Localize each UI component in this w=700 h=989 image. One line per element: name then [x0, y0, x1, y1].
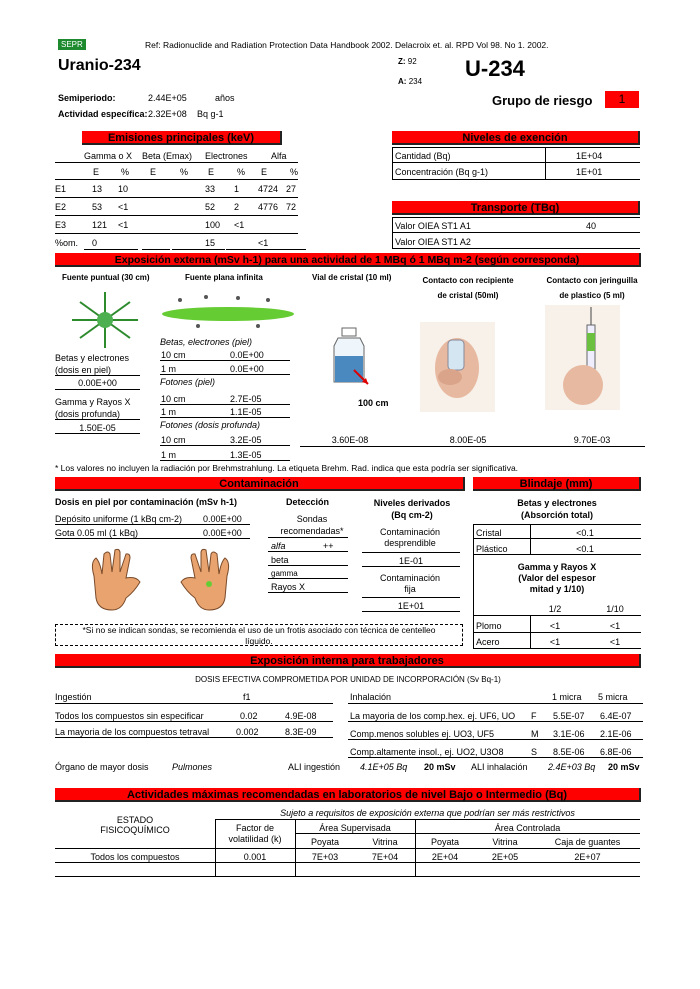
- gamma-value: 1.50E-05: [79, 423, 116, 433]
- container-value: 8.00E-05: [449, 435, 487, 445]
- transporte-title-bar: Transporte (TBq): [392, 201, 640, 215]
- ing-row-value: 8.3E-09: [285, 727, 317, 737]
- plane-fotd-value: 1.3E-05: [230, 450, 262, 460]
- brehm-note: * Los valores no incluyen la radiación por Brehmstrahlung. La etiqueta Brehm. Rad. indica que esta podría ser significativa.: [55, 463, 519, 473]
- emission-cell: 10: [118, 184, 129, 194]
- emisiones-title-bar: Emisiones principales (keV): [82, 131, 282, 145]
- col-group-gamma: Gamma o X: [84, 151, 133, 161]
- sepr-badge: SEPR: [58, 39, 86, 50]
- det-row-label: beta: [271, 555, 289, 565]
- inh-row-v5: 6.4E-07: [600, 711, 632, 721]
- plane-betas-dist: 10 cm: [161, 350, 186, 360]
- col-vitrina-c: Vitrina: [492, 837, 518, 847]
- vial-distance: 100 cm: [358, 398, 389, 408]
- micra1-label: 1 micra: [552, 692, 582, 702]
- inh-row-label: La mayoria de los comp.hex. ej. UF6, UO: [350, 711, 516, 721]
- emission-cell: <1: [258, 238, 269, 248]
- emission-row-label: E2: [55, 202, 67, 212]
- subcol: E: [208, 167, 215, 177]
- emission-cell: 27: [286, 184, 297, 194]
- dose-row-label: Depósito uniforme (1 kBq cm-2): [55, 514, 183, 524]
- col-group-electrones: Electrones: [205, 151, 248, 161]
- risk-group-label: Grupo de riesgo: [492, 93, 593, 108]
- inhalation-label: Inhalación: [350, 692, 392, 702]
- emission-cell: 15: [205, 238, 216, 248]
- det-row-value: ++: [323, 541, 334, 551]
- nuclide-symbol: U-234: [465, 56, 525, 81]
- subcol: E: [93, 167, 100, 177]
- col-poyata-s: Poyata: [310, 837, 340, 847]
- supervisada-header: Área Supervisada: [319, 823, 391, 833]
- blindaje-gamma-label: Plomo: [476, 621, 502, 631]
- specific-activity-label: Actividad específica:: [58, 109, 148, 119]
- blindaje-gamma-v2: <1: [609, 637, 621, 647]
- factor-header: Factor de volatilidad (k): [228, 823, 282, 844]
- det-row-label: gamma: [271, 569, 298, 578]
- externa-title-bar: Exposición externa (mSv h-1) para una actividad de 1 MBq ó 1 MBq m-2 (según corresponda): [55, 253, 641, 267]
- col-container: Contacto con recipiente de cristal (50ml): [422, 276, 514, 300]
- derived-label-1: Contaminación desprendible: [379, 527, 441, 548]
- nuclide-name: Uranio-234: [58, 57, 141, 74]
- plane-betas-value: 0.0E+00: [230, 350, 264, 360]
- emission-cell: 100: [205, 220, 221, 230]
- emission-row-label: %om.: [55, 238, 79, 248]
- emission-row-label: E1: [55, 184, 67, 194]
- contaminacion-title-bar: Contaminación: [55, 477, 465, 491]
- plane-fotd-value: 3.2E-05: [230, 435, 262, 445]
- half-life-unit: años: [215, 93, 235, 103]
- inh-row-type: F: [531, 711, 537, 721]
- derived-title: Niveles derivados (Bq cm-2): [373, 498, 451, 520]
- emission-cell: 72: [286, 202, 297, 212]
- emission-cell: 33: [205, 184, 216, 194]
- betas-value: 0.00E+00: [78, 378, 117, 388]
- actividades-subtitle: Sujeto a requisitos de exposición externa que podrían ser más restrictivos: [280, 808, 575, 818]
- exencion-row-label: Cantidad (Bq): [395, 151, 451, 161]
- exencion-row-value: 1E+04: [576, 151, 603, 161]
- transporte-row-value: 40: [586, 221, 597, 231]
- plane-fotd-dist: 1 m: [161, 450, 177, 460]
- actividades-row-k: 0.001: [243, 852, 267, 862]
- inh-row-v5: 6.8E-06: [600, 747, 632, 757]
- syringe-value: 9.70E-03: [573, 435, 611, 445]
- plane-betas-value: 0.0E+00: [230, 364, 264, 374]
- blindaje-gamma-title: Gamma y Rayos X (Valor del espesor mitad y 1/10): [517, 562, 597, 594]
- ali-ing-dose: 20 mSv: [424, 762, 456, 772]
- a-label: A: 234: [398, 77, 423, 86]
- plane-fot-value: 1.1E-05: [230, 407, 262, 417]
- derived-value-2: 1E+01: [397, 601, 425, 611]
- ali-inh-dose: 20 mSv: [608, 762, 640, 772]
- actividades-row-v: 2E+05: [491, 852, 519, 862]
- col-syringe: Contacto con jeringuilla de plastico (5 ml): [546, 276, 638, 300]
- ali-inh-value: 2.4E+03 Bq: [548, 762, 596, 772]
- emission-cell: 121: [92, 220, 108, 230]
- blindaje-title-bar: Blindaje (mm): [473, 477, 641, 491]
- plane-fotd-dist: 10 cm: [161, 435, 186, 445]
- subcol: E: [150, 167, 157, 177]
- hand-uniform-icon: [84, 548, 144, 613]
- exencion-row-label: Concentración (Bq g-1): [395, 167, 489, 177]
- ali-ing-label: ALI ingestión: [288, 762, 341, 772]
- blindaje-gamma-v2: <1: [609, 621, 621, 631]
- plane-betas-title: Betas, electrones (piel): [160, 337, 253, 347]
- half-life-value: 2.44E+05: [148, 93, 187, 103]
- emission-cell: 0: [92, 238, 98, 248]
- inh-row-type: M: [531, 729, 539, 739]
- blindaje-col-half: 1/2: [548, 604, 562, 614]
- subcol: %: [121, 167, 130, 177]
- actividades-row-label: Todos los compuestos: [90, 852, 180, 862]
- col-vitrina-s: Vitrina: [372, 837, 398, 847]
- controlada-header: Área Controlada: [494, 823, 561, 833]
- interna-title-bar: Exposición interna para trabajadores: [55, 654, 641, 668]
- inh-row-v1: 5.5E-07: [553, 711, 585, 721]
- detection-subtitle: Sondas recomendadas*: [280, 514, 344, 536]
- blindaje-beta-value: <0.1: [576, 528, 594, 538]
- blindaje-beta-value: <0.1: [576, 544, 594, 554]
- emission-cell: <1: [118, 220, 129, 230]
- derived-value-1: 1E-01: [398, 556, 424, 566]
- col-group-beta: Beta (Emax): [142, 151, 193, 161]
- organ-value: Pulmones: [172, 762, 213, 772]
- micra5-label: 5 micra: [598, 692, 628, 702]
- dose-title: Dosis en piel por contaminación (mSv h-1): [55, 497, 238, 507]
- blindaje-gamma-v1: <1: [549, 637, 561, 647]
- plane-fotd-title: Fotones (dosis profunda): [160, 420, 261, 430]
- actividades-title-bar: Actividades máximas recomendadas en laboratorios de nivel Bajo o Intermedio (Bq): [55, 788, 641, 802]
- ing-row-value: 4.9E-08: [285, 711, 317, 721]
- subcol: %: [180, 167, 189, 177]
- specific-activity-unit: Bq g-1: [197, 109, 224, 119]
- inh-row-v1: 3.1E-06: [553, 729, 585, 739]
- ing-row-label: La mayoria de los compuestos tetraval: [55, 727, 210, 737]
- col-point-source: Fuente puntual (30 cm): [62, 273, 150, 282]
- emission-cell: <1: [234, 220, 245, 230]
- z-label: Z: 92: [398, 57, 417, 66]
- emission-cell: 52: [205, 202, 216, 212]
- actividades-row-v: 2E+07: [574, 852, 601, 862]
- dose-row-label: Gota 0.05 ml (1 kBq): [55, 528, 139, 538]
- f1-label: f1: [243, 692, 251, 702]
- blindaje-beta-label: Cristal: [476, 528, 502, 538]
- col-poyata-c: Poyata: [430, 837, 460, 847]
- plane-betas-dist: 1 m: [161, 364, 177, 374]
- emission-row-label: E3: [55, 220, 67, 230]
- betas-label: Betas y electrones (dosis en piel): [55, 353, 130, 375]
- inh-row-type: S: [531, 747, 538, 757]
- subcol: E: [261, 167, 268, 177]
- transporte-row-label: Valor OIEA ST1 A1: [395, 221, 471, 231]
- ali-ing-value: 4.1E+05 Bq: [360, 762, 408, 772]
- container-hand-icon: [420, 322, 495, 412]
- det-row-label: alfa: [271, 541, 286, 551]
- reference-text: Ref: Radionuclide and Radiation Protection Data Handbook 2002. Delacroix et. al. RPD Vol 98. No 1. 2002.: [145, 40, 549, 50]
- ing-row-label: Todos los compuestos sin especificar: [55, 711, 204, 721]
- dose-row-value: 0.00E+00: [203, 528, 242, 538]
- point-source-icon: [60, 290, 150, 350]
- ali-inh-label: ALI inhalación: [471, 762, 528, 772]
- exencion-row-value: 1E+01: [576, 167, 603, 177]
- exencion-title-bar: Niveles de exención: [392, 131, 640, 145]
- detection-title: Detección: [286, 497, 330, 507]
- estado-header: ESTADO FISICOQUÍMICO: [100, 815, 170, 835]
- emission-cell: <1: [118, 202, 129, 212]
- inh-row-label: Comp.altamente insol., ej. UO2, U3O8: [350, 747, 504, 757]
- emission-cell: 13: [92, 184, 103, 194]
- vial-icon: [326, 326, 376, 386]
- half-life-label: Semiperiodo:: [58, 93, 116, 103]
- derived-label-2: Contaminación fija: [379, 573, 441, 594]
- actividades-row-v: 2E+04: [431, 852, 459, 862]
- plane-fot-dist: 1 m: [161, 407, 177, 417]
- ingestion-label: Ingestión: [55, 692, 92, 702]
- inh-row-label: Comp.menos solubles ej. UO3, UF5: [350, 729, 495, 739]
- subcol: %: [237, 167, 246, 177]
- col-caja: Caja de guantes: [554, 837, 621, 847]
- risk-group-value: 1: [605, 91, 639, 108]
- transporte-row-label: Valor OIEA ST1 A2: [395, 237, 471, 247]
- subcol: %: [290, 167, 299, 177]
- emission-cell: 4724: [258, 184, 279, 194]
- interna-subtitle: DOSIS EFECTIVA COMPROMETIDA POR UNIDAD DE INCORPORACIÓN (Sv Bq-1): [195, 675, 501, 684]
- emission-cell: 4776: [258, 202, 279, 212]
- blindaje-beta-label: Plástico: [476, 544, 508, 554]
- emission-cell: 53: [92, 202, 103, 212]
- detection-note: *Si no se indican sondas, se recomienda el uso de un frotis asociado con técnica de centelleo líquido.: [55, 624, 463, 646]
- plane-fot-title: Fotones (piel): [160, 377, 216, 387]
- organ-label: Órgano de mayor dosis: [55, 762, 149, 772]
- blindaje-gamma-label: Acero: [476, 637, 500, 647]
- plane-fot-dist: 10 cm: [161, 394, 186, 404]
- gamma-label: Gamma y Rayos X (dosis profunda): [55, 397, 131, 419]
- specific-activity-value: 2.32E+08: [148, 109, 187, 119]
- actividades-row-v: 7E+03: [311, 852, 339, 862]
- emission-cell: 2: [234, 202, 240, 212]
- emission-cell: 1: [234, 184, 240, 194]
- hand-drop-icon: [177, 548, 237, 613]
- blindaje-col-tenth: 1/10: [606, 604, 624, 614]
- vial-value: 3.60E-08: [331, 435, 369, 445]
- col-plane-source: Fuente plana infinita: [185, 273, 263, 282]
- actividades-row-v: 7E+04: [371, 852, 399, 862]
- ing-row-f1: 0.002: [236, 727, 259, 737]
- plane-fot-value: 2.7E-05: [230, 394, 262, 404]
- det-row-label: Rayos X: [271, 582, 306, 592]
- blindaje-beta-title: Betas y electrones (Absorción total): [517, 498, 597, 520]
- col-vial: Vial de cristal (10 ml): [312, 273, 392, 282]
- inh-row-v5: 2.1E-06: [600, 729, 632, 739]
- dose-row-value: 0.00E+00: [203, 514, 242, 524]
- blindaje-gamma-v1: <1: [549, 621, 561, 631]
- ing-row-f1: 0.02: [240, 711, 258, 721]
- inh-row-v1: 8.5E-06: [553, 747, 585, 757]
- syringe-hand-icon: [545, 305, 620, 410]
- col-group-alfa: Alfa: [271, 151, 287, 161]
- plane-source-icon: [158, 292, 298, 332]
